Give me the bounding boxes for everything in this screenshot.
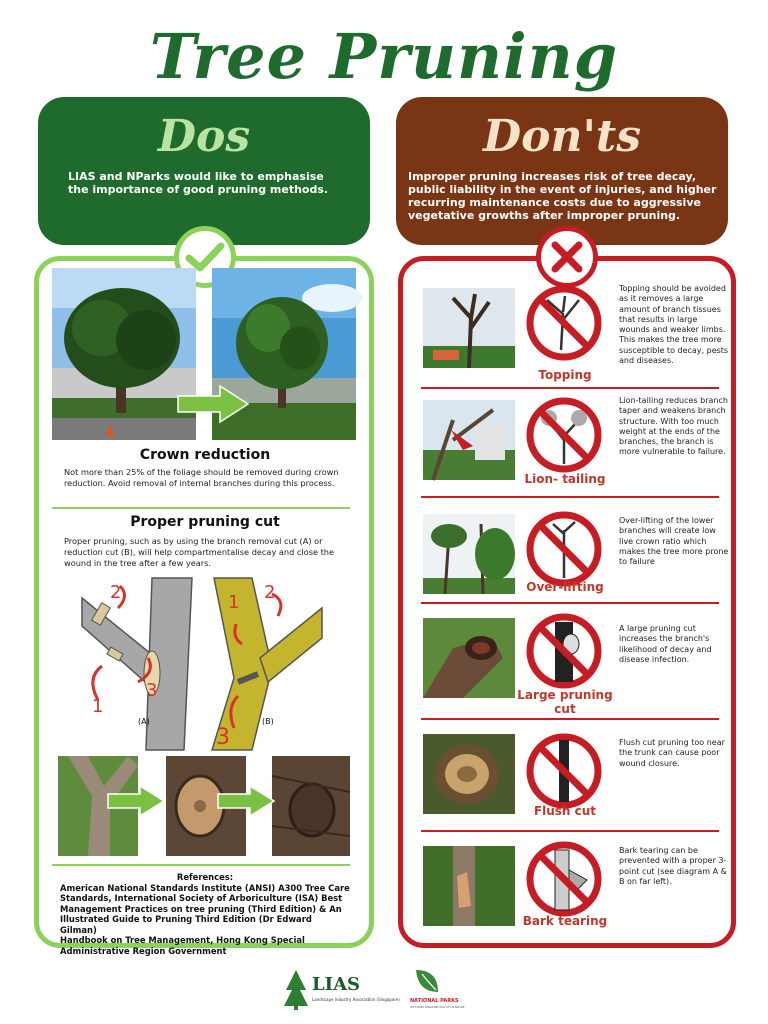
branch-removal-diagram: [82, 578, 202, 750]
over-lifting-text: Over-lifting of the lower branches will create low live crown ratio which makes the tree more prone to failure: [619, 516, 729, 567]
flush-cut-photo: [423, 734, 515, 814]
diagram-label: 2: [110, 582, 122, 603]
crown-before-photo: [52, 268, 196, 440]
dos-header: [38, 97, 370, 245]
topping-photo: [423, 288, 515, 368]
proper-cut-text: Proper pruning, such as by using the branch removal cut (A) or reduction cut (B), will help compartmentalise decay and close the wound in the tree after a few years.: [64, 536, 335, 568]
crown-reduction-text: Not more than 25% of the foliage should be removed during crown reduction. Avoid removal of internal branches during this process.: [64, 467, 339, 488]
donts-intro: Improper pruning increases risk of tree decay, public liability in the event of injuries, and higher recurring maintenance costs due to aggressive vegetative growths after improper pruning.: [408, 170, 717, 222]
diagram-label: 1: [92, 696, 104, 717]
dont-item-over-lifting: [423, 502, 729, 606]
dont-item-topping: [423, 282, 729, 386]
topping-text: Topping should be avoided as it removes a large amount of branch tissues that results in large wounds and weaker limbs. This makes the tree more susceptible to decay, pests and diseases.: [619, 284, 729, 366]
bark-tearing-photo: [423, 846, 515, 926]
nparks-logo: [408, 966, 465, 1012]
reference-item: American National Standards Institute (ANSI) A300 Tree Care Standards, International Society of Arboriculture (ISA) Best Management Practices on tree pruning (Third Edition) & An Illustrated Guide to Pruning Third Edition (Dr Edward Gilman): [60, 882, 350, 935]
no-lion-tailing-icon: [525, 396, 603, 474]
no-large-cut-icon: [525, 612, 603, 690]
dos-heading: Dos: [157, 111, 251, 162]
diagram-label: 3: [146, 680, 158, 701]
donts-list: [403, 276, 733, 936]
no-flush-cut-icon: [525, 732, 603, 810]
nparks-logo-subtext: LET'S MAKE SINGAPORE OUR CITY IN NATURE: [410, 1006, 465, 1009]
dos-intro: LIAS and NParks would like to emphasise the importance of good pruning methods.: [68, 170, 329, 196]
dont-item-lion-tailing: [423, 392, 728, 496]
over-lifting-label: Over-lifting: [526, 580, 604, 594]
lion-tailing-label: Lion- tailing: [524, 472, 606, 486]
nparks-logo-text: NATIONAL PARKS: [410, 998, 459, 1004]
dont-item-bark-tearing: [423, 836, 727, 940]
wound-photo-3: [272, 756, 350, 856]
topping-label: Topping: [538, 368, 592, 382]
lion-tailing-photo: [423, 400, 515, 480]
no-topping-icon: [525, 284, 603, 362]
large-cut-photo: [423, 618, 515, 698]
lias-logo-subtext: Landscape Industry Association (Singapore): [312, 997, 400, 1002]
lion-tailing-text: Lion-tailing reduces branch taper and weakens branch structure. With too much weight at the ends of the branches, the branch is more vulnerable to failure.: [619, 396, 728, 457]
diagram-label: (A): [138, 717, 150, 726]
donts-heading: Don'ts: [482, 111, 642, 162]
arrow-right-icon: [218, 786, 274, 816]
arrow-right-icon: [178, 386, 248, 422]
no-bark-tearing-icon: [525, 840, 603, 918]
no-over-lifting-icon: [525, 510, 603, 588]
divider: [421, 830, 719, 832]
large-cut-text: A large pruning cut increases the branch's likelihood of decay and disease infection.: [619, 624, 712, 664]
divider: [421, 602, 719, 604]
crown-reduction-title: Crown reduction: [139, 447, 271, 463]
references: [60, 872, 350, 956]
large-cut-label: Large pruning cut: [517, 688, 613, 716]
over-lifting-photo: [423, 514, 515, 594]
divider: [421, 496, 719, 498]
dont-item-large-cut: [423, 608, 723, 718]
reduction-cut-diagram: [212, 578, 322, 750]
reference-item: Handbook on Tree Management, Hong Kong Special Administrative Region Government: [60, 935, 305, 956]
diagram-label: 3: [216, 725, 230, 750]
divider: [421, 718, 719, 720]
bark-tearing-label: Bark tearing: [522, 914, 608, 928]
dont-item-flush-cut: [423, 724, 723, 828]
divider: [52, 864, 350, 866]
references-title: References:: [176, 872, 234, 882]
donts-header: [396, 97, 728, 245]
bark-tearing-text: Bark tearing can be prevented with a proper 3-point cut (see diagram A & B on far left).: [619, 846, 727, 886]
divider: [421, 387, 719, 389]
lias-logo: [282, 968, 400, 1010]
diagram-label: (B): [262, 717, 274, 726]
page-title: Tree Pruning: [149, 20, 619, 93]
diagram-label: 2: [264, 582, 276, 603]
lias-logo-text: LIAS: [312, 974, 361, 995]
proper-cut-title: Proper pruning cut: [130, 514, 280, 530]
diagram-label: 1: [228, 592, 240, 613]
flush-cut-label: Flush cut: [533, 804, 597, 818]
flush-cut-text: Flush cut pruning too near the trunk can cause poor wound closure.: [619, 738, 725, 768]
arrow-right-icon: [108, 786, 164, 816]
divider: [52, 507, 350, 509]
